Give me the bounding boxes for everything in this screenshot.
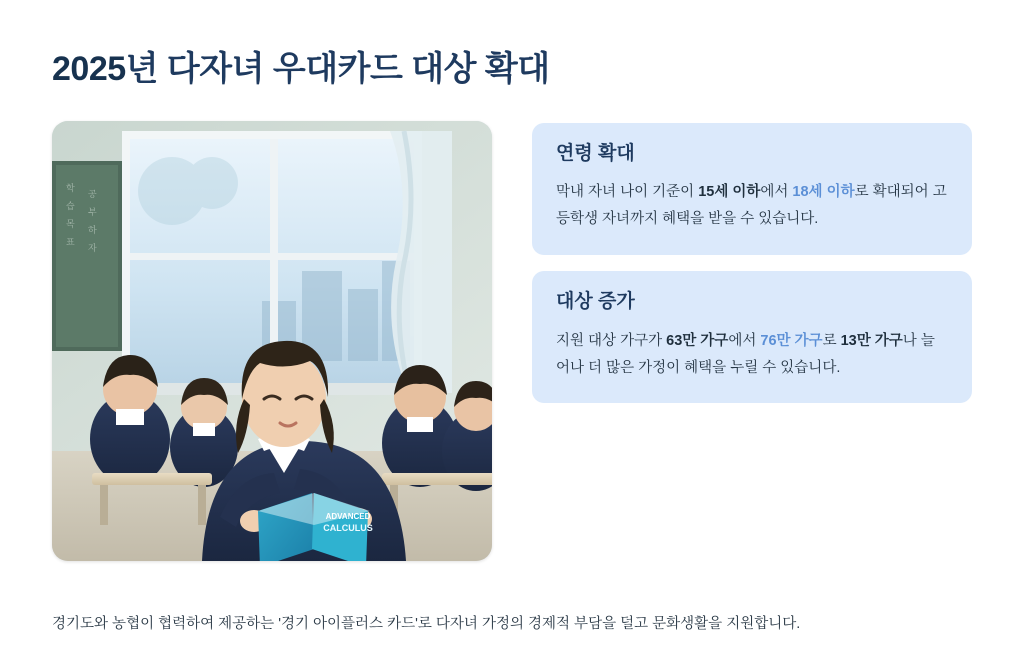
svg-text:공: 공 [88,188,97,199]
info-card-household-increase [532,271,972,403]
footer-note: 경기도와 농협이 협력하여 제공하는 '경기 아이플러스 카드'로 다자녀 가정의 경제적 부담을 덜고 문화생활을 지원합니다. [52,615,801,632]
card-text-part: 막내 자녀 나이 기준이 [556,184,699,201]
svg-text:부: 부 [88,206,97,217]
info-card-age-expansion [532,123,972,255]
card-text-part-strong: 13만 가구 [840,332,903,349]
card-text-highlight: 18세 이하 [792,184,855,201]
card-text-part: 로 [822,332,841,349]
card-text-highlight: 76만 가구 [760,332,823,349]
page-title-year: 2025 [52,50,126,88]
card-text-part: 나 늘어나 더 많은 가정이 혜택을 누릴 수 있습니다. [556,332,935,376]
card-body [556,328,948,382]
svg-text:목: 목 [66,218,75,229]
card-text-part-strong: 63만 가구 [666,332,729,349]
svg-text:습: 습 [66,200,75,211]
content-row [52,121,972,561]
card-text-part: 에서 [760,184,793,201]
classroom-photo [52,121,492,561]
classroom-illustration [52,121,492,561]
svg-text:표: 표 [66,236,75,247]
card-text-part: 지원 대상 가구가 [556,332,667,349]
card-text-part: 로 확대되어 고등학생 자녀까지 혜택을 받을 수 있습니다. [556,184,947,228]
svg-text:자: 자 [88,242,97,253]
page-title [52,48,972,91]
card-title: 연령 확대 [556,142,635,164]
card-text-part-strong: 15세 이하 [698,184,761,201]
svg-text:CALCULUS: CALCULUS [323,522,373,533]
info-card-list [532,121,972,404]
svg-text:하: 하 [88,224,97,235]
card-title: 대상 증가 [556,290,635,312]
page-title-rest: 년 다자녀 우대카드 대상 확대 [125,50,550,88]
svg-text:학: 학 [66,182,75,193]
svg-text:ADVANCED: ADVANCED [325,511,371,521]
card-text-part: 에서 [728,332,761,349]
card-body [556,179,948,233]
